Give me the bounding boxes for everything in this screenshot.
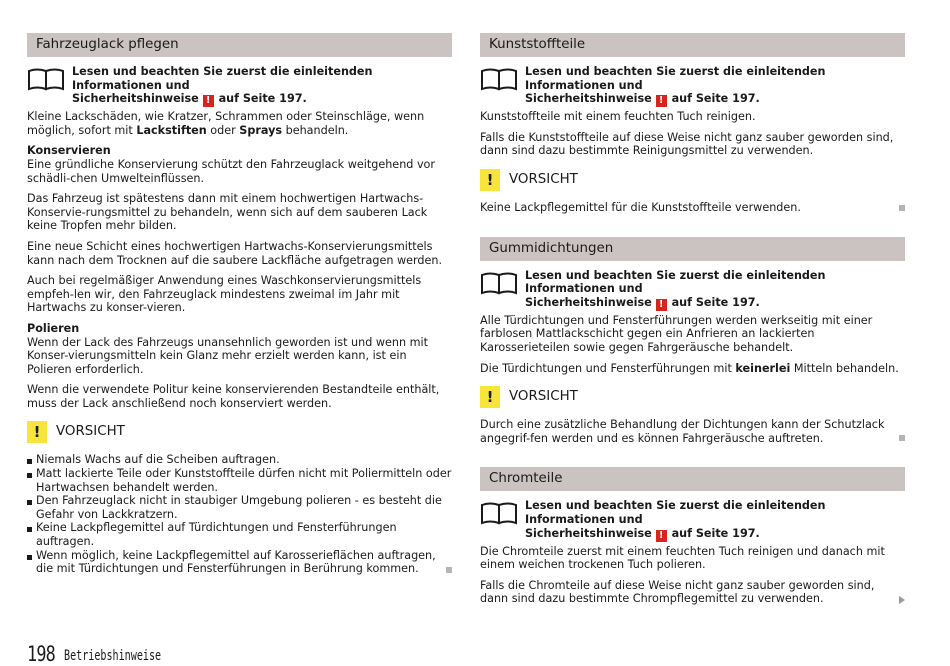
caution-text: Keine Lackpflegemittel für die Kunststoffteile verwenden. [480, 201, 905, 215]
list-item: Niemals Wachs auf die Scheiben auftragen. [27, 453, 452, 467]
paragraph: Falls die Kunststoffteile auf diese Weise nicht ganz sauber geworden sind, dann sind dazu bestimmte Reinigungsmittel zu verwenden. [480, 130, 894, 158]
paragraph: Eine gründliche Konservierung schützt den Fahrzeuglack weitgehend vor schädli-chen Umwelteinflüssen. [27, 157, 436, 185]
safety-note [480, 65, 905, 107]
note-line-2: Sicherheitshinweise ! auf Seite 197. [525, 295, 760, 310]
paragraph: Falls die Chromteile auf diese Weise nicht ganz sauber geworden sind, dann sind dazu bestimmte Chrompflegemittel zu verwenden. [480, 579, 905, 606]
paragraph: Die Türdichtungen und Fensterführungen mit keinerlei Mitteln behandeln. [480, 361, 899, 375]
caution-list [27, 453, 452, 575]
end-marker-icon [899, 205, 905, 211]
subheading-polieren: Polieren [27, 321, 80, 335]
section-header-kunststoffteile: Kunststoffteile [480, 33, 905, 57]
section-header-fahrzeuglack: Fahrzeuglack pflegen [27, 33, 452, 57]
end-marker-icon [899, 435, 905, 441]
list-item: Matt lackierte Teile oder Kunststoffteile dürfen nicht mit Poliermitteln oder Hartwachsen behandelt werden. [27, 467, 452, 494]
paragraph: Wenn der Lack des Fahrzeugs unansehnlich geworden ist und wenn mit Konser-vierungsmitteln kein Glanz mehr erzielt werden kann, ist ein Polieren erforderlich. [27, 335, 429, 376]
book-icon [480, 67, 518, 91]
warning-icon[interactable]: ! [656, 95, 667, 107]
page-reference-link[interactable]: auf Seite 197. [671, 92, 760, 106]
paragraph: Wenn die verwendete Politur keine konservierenden Bestandteile enthält, muss der Lack anschließend noch konserviert werden. [27, 383, 440, 410]
caution-icon [480, 169, 500, 191]
paragraph: Kunststoffteile mit einem feuchten Tuch reinigen. [480, 110, 756, 124]
caution-heading: ! VORSICHT [27, 421, 452, 443]
paragraph: Das Fahrzeug ist spätestens dann mit einem hochwertigen Hartwachs-Konservie-rungsmittel zu behandeln, wenn sich auf dem sauberen Lack keine Tropfen mehr bilden. [27, 192, 428, 233]
book-icon [480, 271, 518, 295]
end-marker-icon [446, 567, 452, 573]
paragraph: Eine neue Schicht eines hochwertigen Hartwachs-Konservierungsmittels kann nach dem Trocknen auf die saubere Lackfläche aufgetragen werden. [27, 239, 443, 267]
footer-section-title: Betriebshinweise [64, 648, 162, 664]
section-header-chromteile: Chromteile [480, 467, 905, 491]
note-line-2: Sicherheitshinweise ! auf Seite 197. [525, 92, 760, 107]
note-line-1: Lesen und beachten Sie zuerst die einleitenden Informationen und [525, 65, 826, 92]
page-reference-link[interactable]: auf Seite 197. [671, 526, 760, 540]
section-header-gummidichtungen: Gummidichtungen [480, 237, 905, 261]
left-column [27, 33, 452, 576]
safety-note [27, 65, 452, 107]
note-line-1: Lesen und beachten Sie zuerst die einleitenden Informationen und [525, 499, 826, 526]
subheading-konservieren: Konservieren [27, 144, 111, 158]
page-footer [27, 642, 162, 666]
list-item: Den Fahrzeuglack nicht in staubiger Umgebung polieren - es besteht die Gefahr von Lackkratzern. [27, 494, 452, 521]
note-line-1: Lesen und beachten Sie zuerst die einleitenden Informationen und [525, 268, 826, 296]
right-column [480, 33, 905, 613]
paragraph: Alle Türdichtungen und Fensterführungen werden werkseitig mit einer farblosen Mattlackschicht gegen ein Anfrieren an lackierten Karosserieteilen sowie gegen Fahrgeräusche behandelt. [480, 313, 873, 354]
safety-note [480, 269, 905, 311]
caution-heading: ! VORSICHT [480, 386, 905, 408]
warning-icon[interactable]: ! [656, 530, 667, 542]
note-line-2: Sicherheitshinweise ! auf Seite 197. [525, 526, 760, 541]
caution-icon [480, 386, 500, 408]
caution-heading: ! VORSICHT [480, 169, 905, 191]
note-line-1: Lesen und beachten Sie zuerst die einleitenden Informationen und [72, 65, 373, 92]
safety-note [480, 499, 905, 541]
paragraph: Auch bei regelmäßiger Anwendung eines Waschkonservierungsmittels empfeh-len wir, den Fahrzeuglack mindestens zweimal im Jahr mit Hartwachs zu konser-vieren. [27, 274, 422, 315]
warning-icon[interactable]: ! [203, 95, 214, 107]
page-number: 198 [27, 642, 55, 666]
continue-arrow-icon [899, 596, 905, 604]
caution-text: Durch eine zusätzliche Behandlung der Dichtungen kann der Schutzlack angegrif-fen werden und es können Fahrgeräusche auftreten. [480, 418, 905, 445]
list-item: Keine Lackpflegemittel auf Türdichtungen und Fensterführungen auftragen. [27, 521, 452, 548]
paragraph: Die Chromteile zuerst mit einem feuchten Tuch reinigen und danach mit einem weichen trockenen Tuch polieren. [480, 544, 885, 572]
list-item: Wenn möglich, keine Lackpflegemittel auf Karosserieflächen auftragen, die mit Türdichtungen und Fensterführungen in Berührung kommen. [27, 549, 452, 576]
page-reference-link[interactable]: auf Seite 197. [218, 92, 307, 106]
caution-icon [27, 421, 47, 443]
book-icon [480, 501, 518, 525]
book-icon [27, 67, 65, 91]
warning-icon[interactable]: ! [656, 299, 667, 311]
paragraph: Kleine Lackschäden, wie Kratzer, Schrammen oder Steinschläge, wenn möglich, sofort mit Lackstiften oder Sprays behandeln. [27, 110, 425, 137]
page-reference-link[interactable]: auf Seite 197. [671, 295, 760, 309]
note-line-2: Sicherheitshinweise ! auf Seite 197. [72, 92, 307, 107]
